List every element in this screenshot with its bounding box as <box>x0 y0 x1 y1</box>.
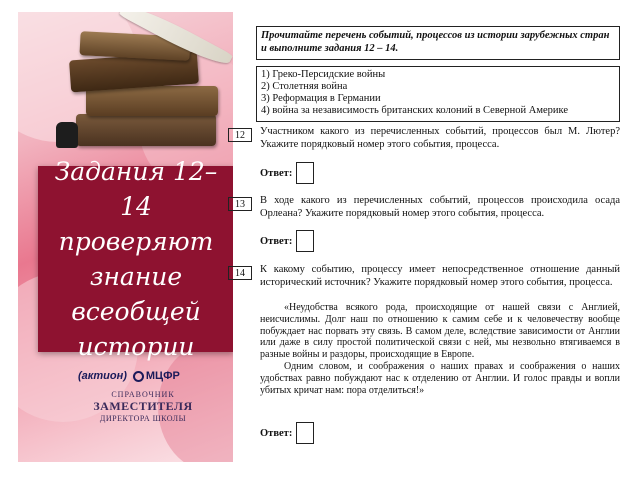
list-item: 2) Столетняя война <box>261 81 348 92</box>
question-number: 14 <box>228 266 252 280</box>
quote-paragraph: «Неудобства всякого рода, происходящие от нашей связи с Англией, неисчислимы. Долг наш по отношению к самим себе и к человечеству вообще побуждает нас порвать эту связь. В самом деле, вследствие зависимости от Англии или даже в силу простой политической связи с ней, мы незвольно втягиваемся в разные войны и раздоры, происходящие в Европе. <box>260 302 620 361</box>
banner-line: знание <box>89 262 183 291</box>
book-shape <box>76 114 216 146</box>
aktion-logo: (актион) <box>78 370 127 382</box>
list-item: 1) Греко-Персидские войны <box>261 69 386 80</box>
old-books-illustration <box>56 26 226 156</box>
answer-row <box>260 230 314 252</box>
quote-paragraph: Одним словом, и соображения о наших правах и соображения о наших удобствах равно побуждают нас к отделению от Англии. И голос правды и вопли убитых кричат нам: пора отделиться!» <box>260 360 620 396</box>
events-list <box>256 66 620 122</box>
title-banner <box>38 157 233 361</box>
list-item: 3) Реформация в Германии <box>261 93 381 104</box>
publication-title <box>73 390 213 423</box>
slide <box>18 12 628 462</box>
question-text: К какому событию, процессу имеет непосредственное отношение данный исторический источник? Укажите порядковый номер этого события, процесса. <box>260 264 620 288</box>
publication-subtitle-bottom: ДИРЕКТОРА ШКОЛЫ <box>99 414 187 423</box>
banner-line: истории <box>77 332 195 361</box>
decorative-panel <box>18 12 233 462</box>
question-number: 13 <box>228 197 252 211</box>
question-number: 12 <box>228 128 252 142</box>
instruction-box: Прочитайте перечень событий, процессов из истории зарубежных стран и выполните задания 12 – 14. <box>256 26 620 60</box>
banner-line: Задания 12–14 <box>54 157 218 221</box>
answer-input[interactable] <box>296 422 314 444</box>
answer-row <box>260 162 314 184</box>
mcfr-logo-text: МЦФР <box>145 370 180 382</box>
historical-source-quote <box>260 302 620 396</box>
banner-line: всеобщей <box>71 297 201 326</box>
answer-input[interactable] <box>296 230 314 252</box>
question-text: В ходе какого из перечисленных событий, процессов происходила осада Орлеана? Укажите порядковый номер этого события, процесса. <box>260 195 620 219</box>
answer-label: Ответ: <box>260 167 293 179</box>
question-text: Участником какого из перечисленных событий, процессов был М. Лютер? Укажите порядковый номер этого события, процесса. <box>260 126 620 150</box>
mcfr-logo <box>133 370 180 382</box>
publication-subtitle-main: ЗАМЕСТИТЕЛЯ <box>93 399 193 413</box>
answer-input[interactable] <box>296 162 314 184</box>
banner-title <box>43 154 229 364</box>
banner-line: проверяют <box>58 227 214 256</box>
inkwell-icon <box>56 122 78 148</box>
publisher-logos <box>78 370 180 382</box>
publication-subtitle-top: СПРАВОЧНИК <box>111 390 175 399</box>
mcfr-logo-icon <box>133 371 144 382</box>
list-item: 4) война за независимость британских колоний в Северной Америке <box>261 105 569 116</box>
book-shape <box>86 86 218 116</box>
answer-label: Ответ: <box>260 427 293 439</box>
answer-label: Ответ: <box>260 235 293 247</box>
answer-row <box>260 422 314 444</box>
